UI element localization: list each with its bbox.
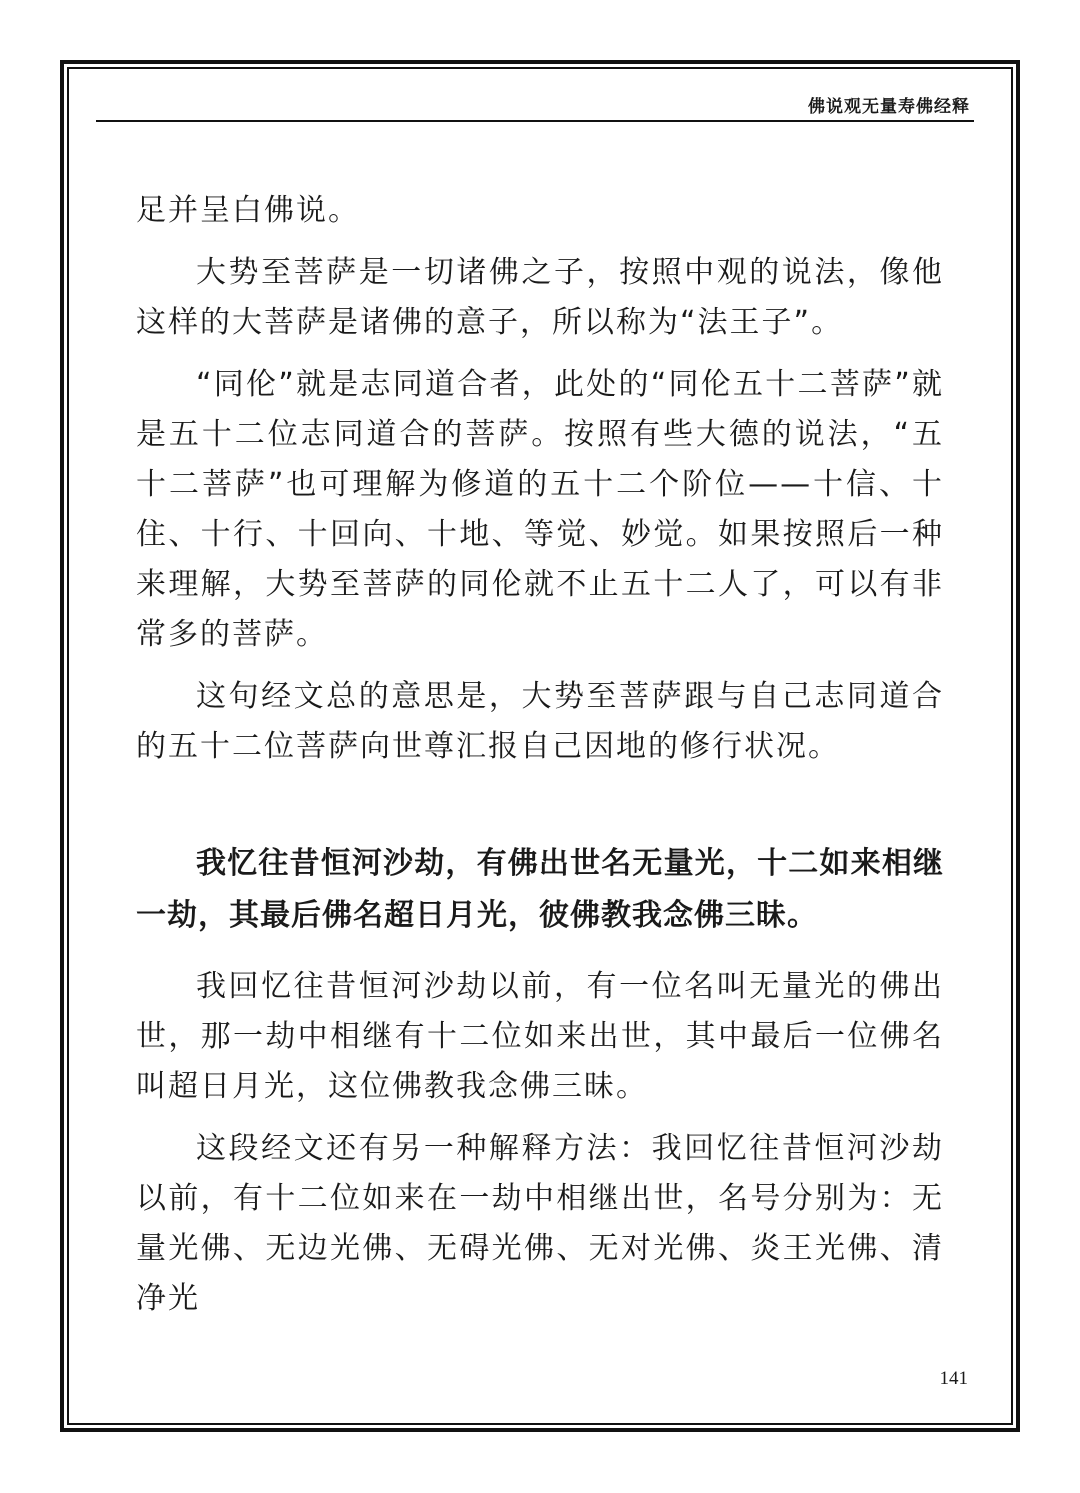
sutra-quote: 我忆往昔恒河沙劫，有佛出世名无量光，十二如来相继一劫，其最后佛名超日月光，彼佛教我念佛三昧。 [136,846,944,933]
paragraph: 这段经文还有另一种解释方法：我回忆往昔恒河沙劫以前，有十二位如来在一劫中相继出世，名号分别为：无量光佛、无边光佛、无碍光佛、无对光佛、炎王光佛、清净光 [136,1131,944,1316]
paragraph: 大势至菩萨是一切诸佛之子，按照中观的说法，像他这样的大菩萨是诸佛的意子，所以称为“法王子”。 [136,255,944,340]
running-title: 佛说观无量寿佛经释 [808,97,970,117]
page-number: 141 [939,1368,968,1389]
paragraph-continuation: 足并呈白佛说。 [136,193,360,228]
paragraph: 我回忆往昔恒河沙劫以前，有一位名叫无量光的佛出世，那一劫中相继有十二位如来出世，其中最后一位佛名叫超日月光，这位佛教我念佛三昧。 [136,969,944,1104]
page-body [136,186,944,1324]
paragraph: 这句经文总的意思是，大势至菩萨跟与自己志同道合的五十二位菩萨向世尊汇报自己因地的修行状况。 [136,679,944,764]
header-rule [96,120,974,122]
paragraph: “同伦”就是志同道合者，此处的“同伦五十二菩萨”就是五十二位志同道合的菩萨。按照有些大德的说法，“五十二菩萨”也可理解为修道的五十二个阶位——十信、十住、十行、十回向、十地、等觉、妙觉。如果按照后一种来理解，大势至菩萨的同伦就不止五十二人了，可以有非常多的菩萨。 [136,367,944,652]
